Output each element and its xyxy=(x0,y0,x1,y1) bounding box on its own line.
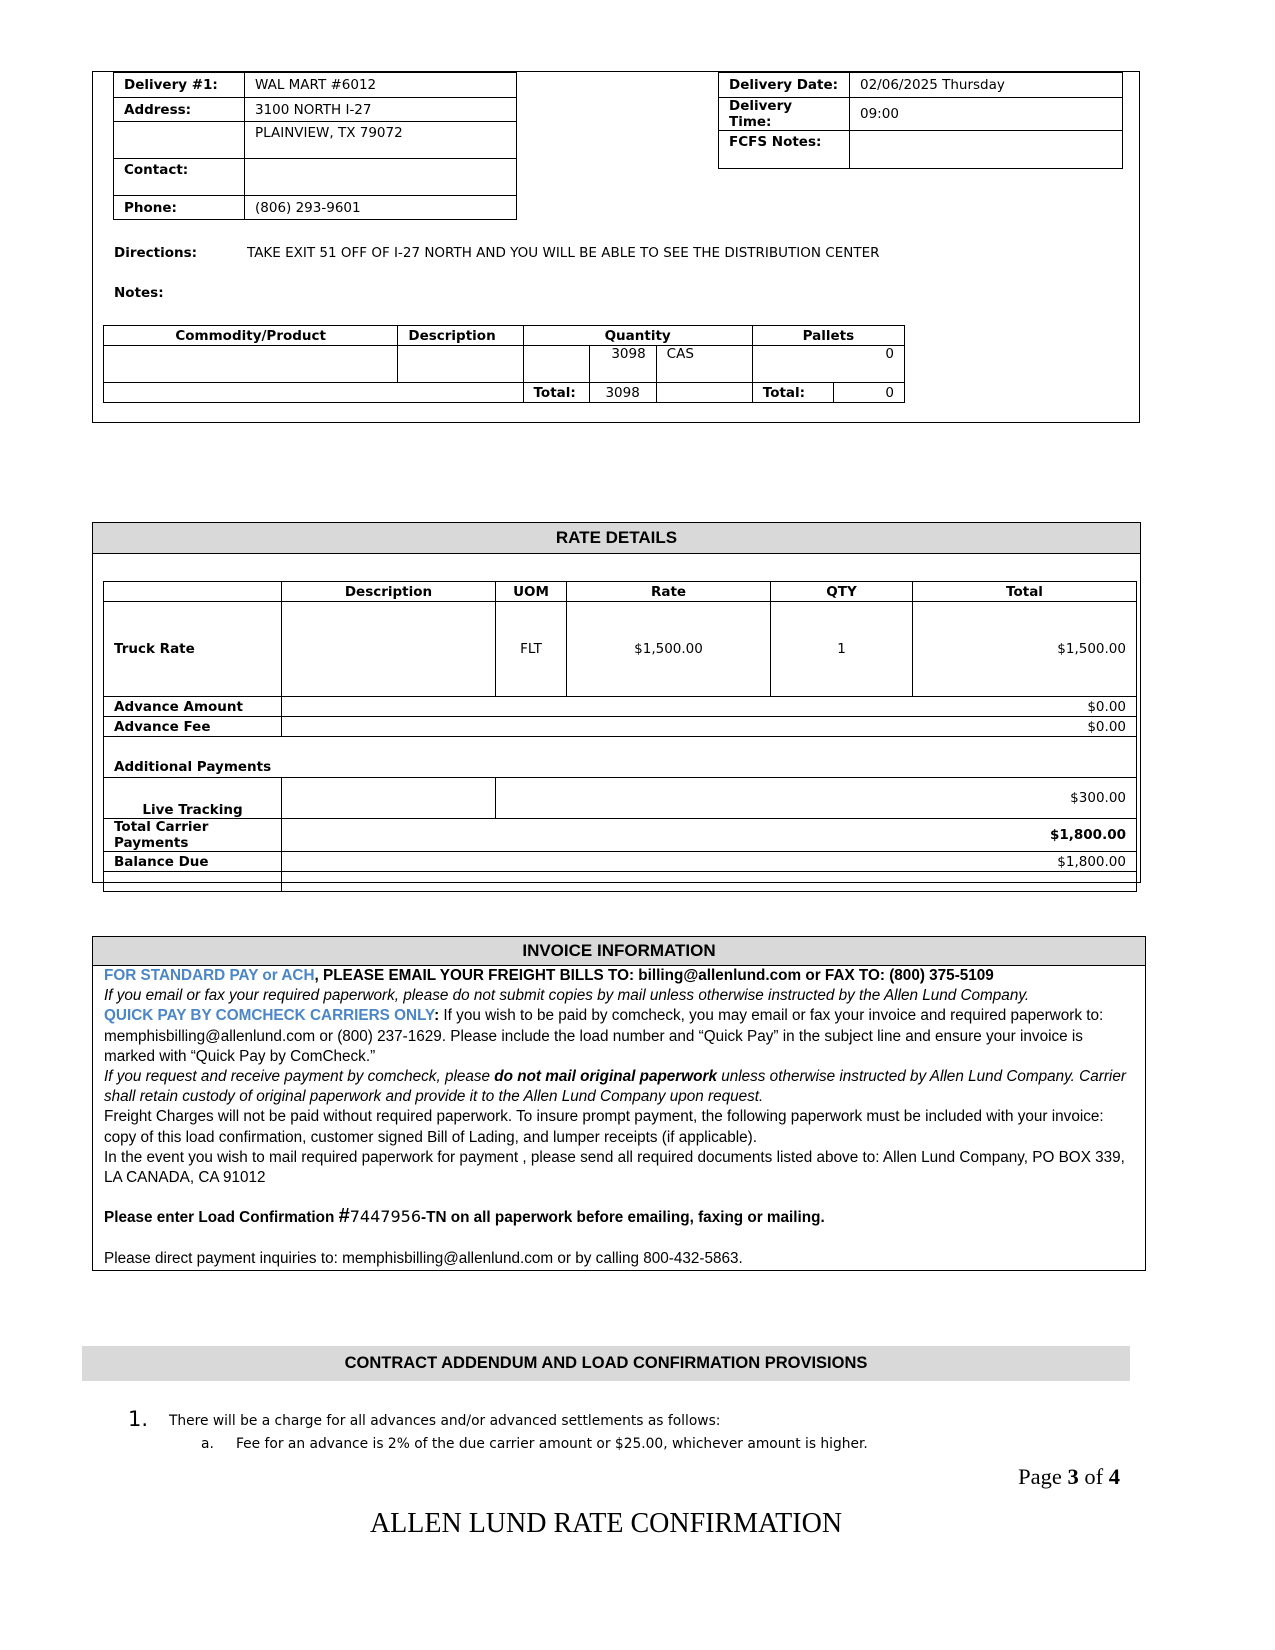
rate-description-header: Description xyxy=(282,582,496,602)
truck-rate-label: Truck Rate xyxy=(104,602,282,697)
delivery-date-value: 02/06/2025 Thursday xyxy=(850,73,1123,98)
addendum-item-1a: Fee for an advance is 2% of the due carrier amount or $25.00, whichever amount is higher. xyxy=(236,1436,868,1452)
advance-amount-value: $0.00 xyxy=(282,697,1137,717)
live-tracking-label: Live Tracking xyxy=(104,778,282,819)
additional-payments-label: Additional Payments xyxy=(104,737,1137,778)
payment-inquiries: Please direct payment inquiries to: memphisbilling@allenlund.com or by calling 800-432-5863. xyxy=(104,1250,743,1268)
addendum-item-1-number: 1. xyxy=(128,1407,149,1431)
directions-text: TAKE EXIT 51 OFF OF I-27 NORTH AND YOU WILL BE ABLE TO SEE THE DISTRIBUTION CENTER xyxy=(247,245,880,261)
standard-pay-line xyxy=(104,966,1134,986)
description-header: Description xyxy=(398,326,523,346)
delivery-date-label: Delivery Date: xyxy=(719,73,850,98)
standard-pay-text: , PLEASE EMAIL YOUR FREIGHT BILLS TO: billing@allenlund.com or FAX TO: (800) 375-5109 xyxy=(314,967,994,984)
quantity-value: 3098 xyxy=(589,346,656,383)
directions-label: Directions: xyxy=(114,245,198,261)
delivery-address-table xyxy=(113,72,517,220)
page-number: Page 3 of 4 xyxy=(1018,1464,1120,1489)
address-label: Address: xyxy=(114,98,245,122)
addendum-item-1: There will be a charge for all advances and/or advanced settlements as follows: xyxy=(169,1413,721,1429)
truck-rate-total: $1,500.00 xyxy=(913,602,1137,697)
quantity-header: Quantity xyxy=(523,326,752,346)
contact-label: Contact: xyxy=(114,159,245,196)
contact-value xyxy=(245,159,517,196)
pallets-header: Pallets xyxy=(752,326,904,346)
rate-details-title: RATE DETAILS xyxy=(93,523,1140,554)
advance-amount-label: Advance Amount xyxy=(104,697,282,717)
address-blank xyxy=(114,122,245,159)
load-confirmation-number: 7447956 xyxy=(349,1207,421,1227)
load-confirmation-line: Please enter Load Confirmation #7447956-TN on all paperwork before emailing, faxing or mailing. xyxy=(104,1205,825,1228)
truck-rate-qty: 1 xyxy=(771,602,913,697)
invoice-body xyxy=(104,966,1134,1270)
comcheck-bold: do not mail original paperwork xyxy=(494,1068,717,1086)
email-fax-note: If you email or fax your required paperwork, please do not submit copies by mail unless otherwise instructed by the Allen Lund Company. xyxy=(104,987,1030,1005)
fcfs-notes-label: FCFS Notes: xyxy=(719,131,850,169)
commodity-cell xyxy=(104,346,398,383)
mail-paragraph: In the event you wish to mail required paperwork for payment , please send all required documents listed above to: Allen Lund Company, PO BOX 339, LA CANADA, CA 91012 xyxy=(104,1148,1125,1187)
address-line1: 3100 NORTH I-27 xyxy=(245,98,517,122)
total-pages: 4 xyxy=(1108,1464,1120,1489)
delivery-date-table xyxy=(718,72,1123,169)
phone-value: (806) 293-9601 xyxy=(245,196,517,220)
delivery-time-label: Delivery Time: xyxy=(719,98,850,131)
balance-due-label: Balance Due xyxy=(104,852,282,872)
pallets-total-label: Total: xyxy=(752,383,833,403)
address-line2: PLAINVIEW, TX 79072 xyxy=(245,122,517,159)
balance-due-value: $1,800.00 xyxy=(282,852,1137,872)
current-page: 3 xyxy=(1067,1464,1079,1489)
rate-qty-header: QTY xyxy=(771,582,913,602)
document-title: ALLEN LUND RATE CONFIRMATION xyxy=(369,1508,843,1539)
addendum-item-1a-number: a. xyxy=(201,1436,214,1452)
quick-pay-label: QUICK PAY BY COMCHECK CARRIERS ONLY xyxy=(104,1007,435,1025)
addendum-title: CONTRACT ADDENDUM AND LOAD CONFIRMATION PROVISIONS xyxy=(82,1346,1130,1381)
advance-fee-value: $0.00 xyxy=(282,717,1137,737)
commodity-table xyxy=(103,325,905,403)
total-carrier-payments-label: Total Carrier Payments xyxy=(104,819,282,852)
comcheck-paragraph: If you request and receive payment by comcheck, please do not mail original paperwork unless otherwise instructed by Allen Lund Company. Carrier shall retain custody of original paperwork and provide it to the Allen Lund Company upon request. xyxy=(104,1068,1126,1106)
quick-pay-text: If you wish to be paid by comcheck, you may email or fax your invoice and required paperwork to: memphisbilling@allenlund.com or (800) 237-1629. Please include the load number and “Quick Pay” in the subject line and ensure your invoice is marked with “Quick Pay by ComCheck.” xyxy=(104,1007,1104,1065)
pallets-value: 0 xyxy=(752,346,904,383)
standard-pay-label: FOR STANDARD PAY or ACH xyxy=(104,967,315,984)
truck-rate-rate: $1,500.00 xyxy=(567,602,771,697)
delivery-name: WAL MART #6012 xyxy=(245,73,517,98)
live-tracking-value: $300.00 xyxy=(496,778,1137,819)
pallets-total-value: 0 xyxy=(833,383,904,403)
quantity-unit: CAS xyxy=(656,346,752,383)
rate-details-table xyxy=(103,581,1137,892)
quantity-total-value: 3098 xyxy=(589,383,656,403)
phone-label: Phone: xyxy=(114,196,245,220)
commodity-header: Commodity/Product xyxy=(104,326,398,346)
rate-uom-header: UOM xyxy=(496,582,567,602)
rate-rate-header: Rate xyxy=(567,582,771,602)
total-carrier-payments-value: $1,800.00 xyxy=(282,819,1137,852)
invoice-title: INVOICE INFORMATION xyxy=(93,937,1145,966)
fcfs-notes-value xyxy=(850,131,1123,169)
quantity-total-label: Total: xyxy=(523,383,589,403)
advance-fee-label: Advance Fee xyxy=(104,717,282,737)
description-cell xyxy=(398,346,523,383)
delivery-label: Delivery #1: xyxy=(114,73,245,98)
truck-rate-uom: FLT xyxy=(496,602,567,697)
notes-label: Notes: xyxy=(114,285,164,301)
quick-pay-paragraph: QUICK PAY BY COMCHECK CARRIERS ONLY: If you wish to be paid by comcheck, you may email or fax your invoice and required paperwork to: memphisbilling@allenlund.com or (800) 237-1629. Please include the load number and “Quick Pay” in the subject line and ensure your invoice is marked with “Quick Pay by ComCheck.” xyxy=(104,1007,1104,1065)
rate-total-header: Total xyxy=(913,582,1137,602)
freight-charges-paragraph: Freight Charges will not be paid without required paperwork. To insure prompt payment, the following paperwork must be included with your invoice: copy of this load confirmation, customer signed Bill of Lading, and lumper receipts (if applicable). xyxy=(104,1108,1104,1146)
delivery-time-value: 09:00 xyxy=(850,98,1123,131)
